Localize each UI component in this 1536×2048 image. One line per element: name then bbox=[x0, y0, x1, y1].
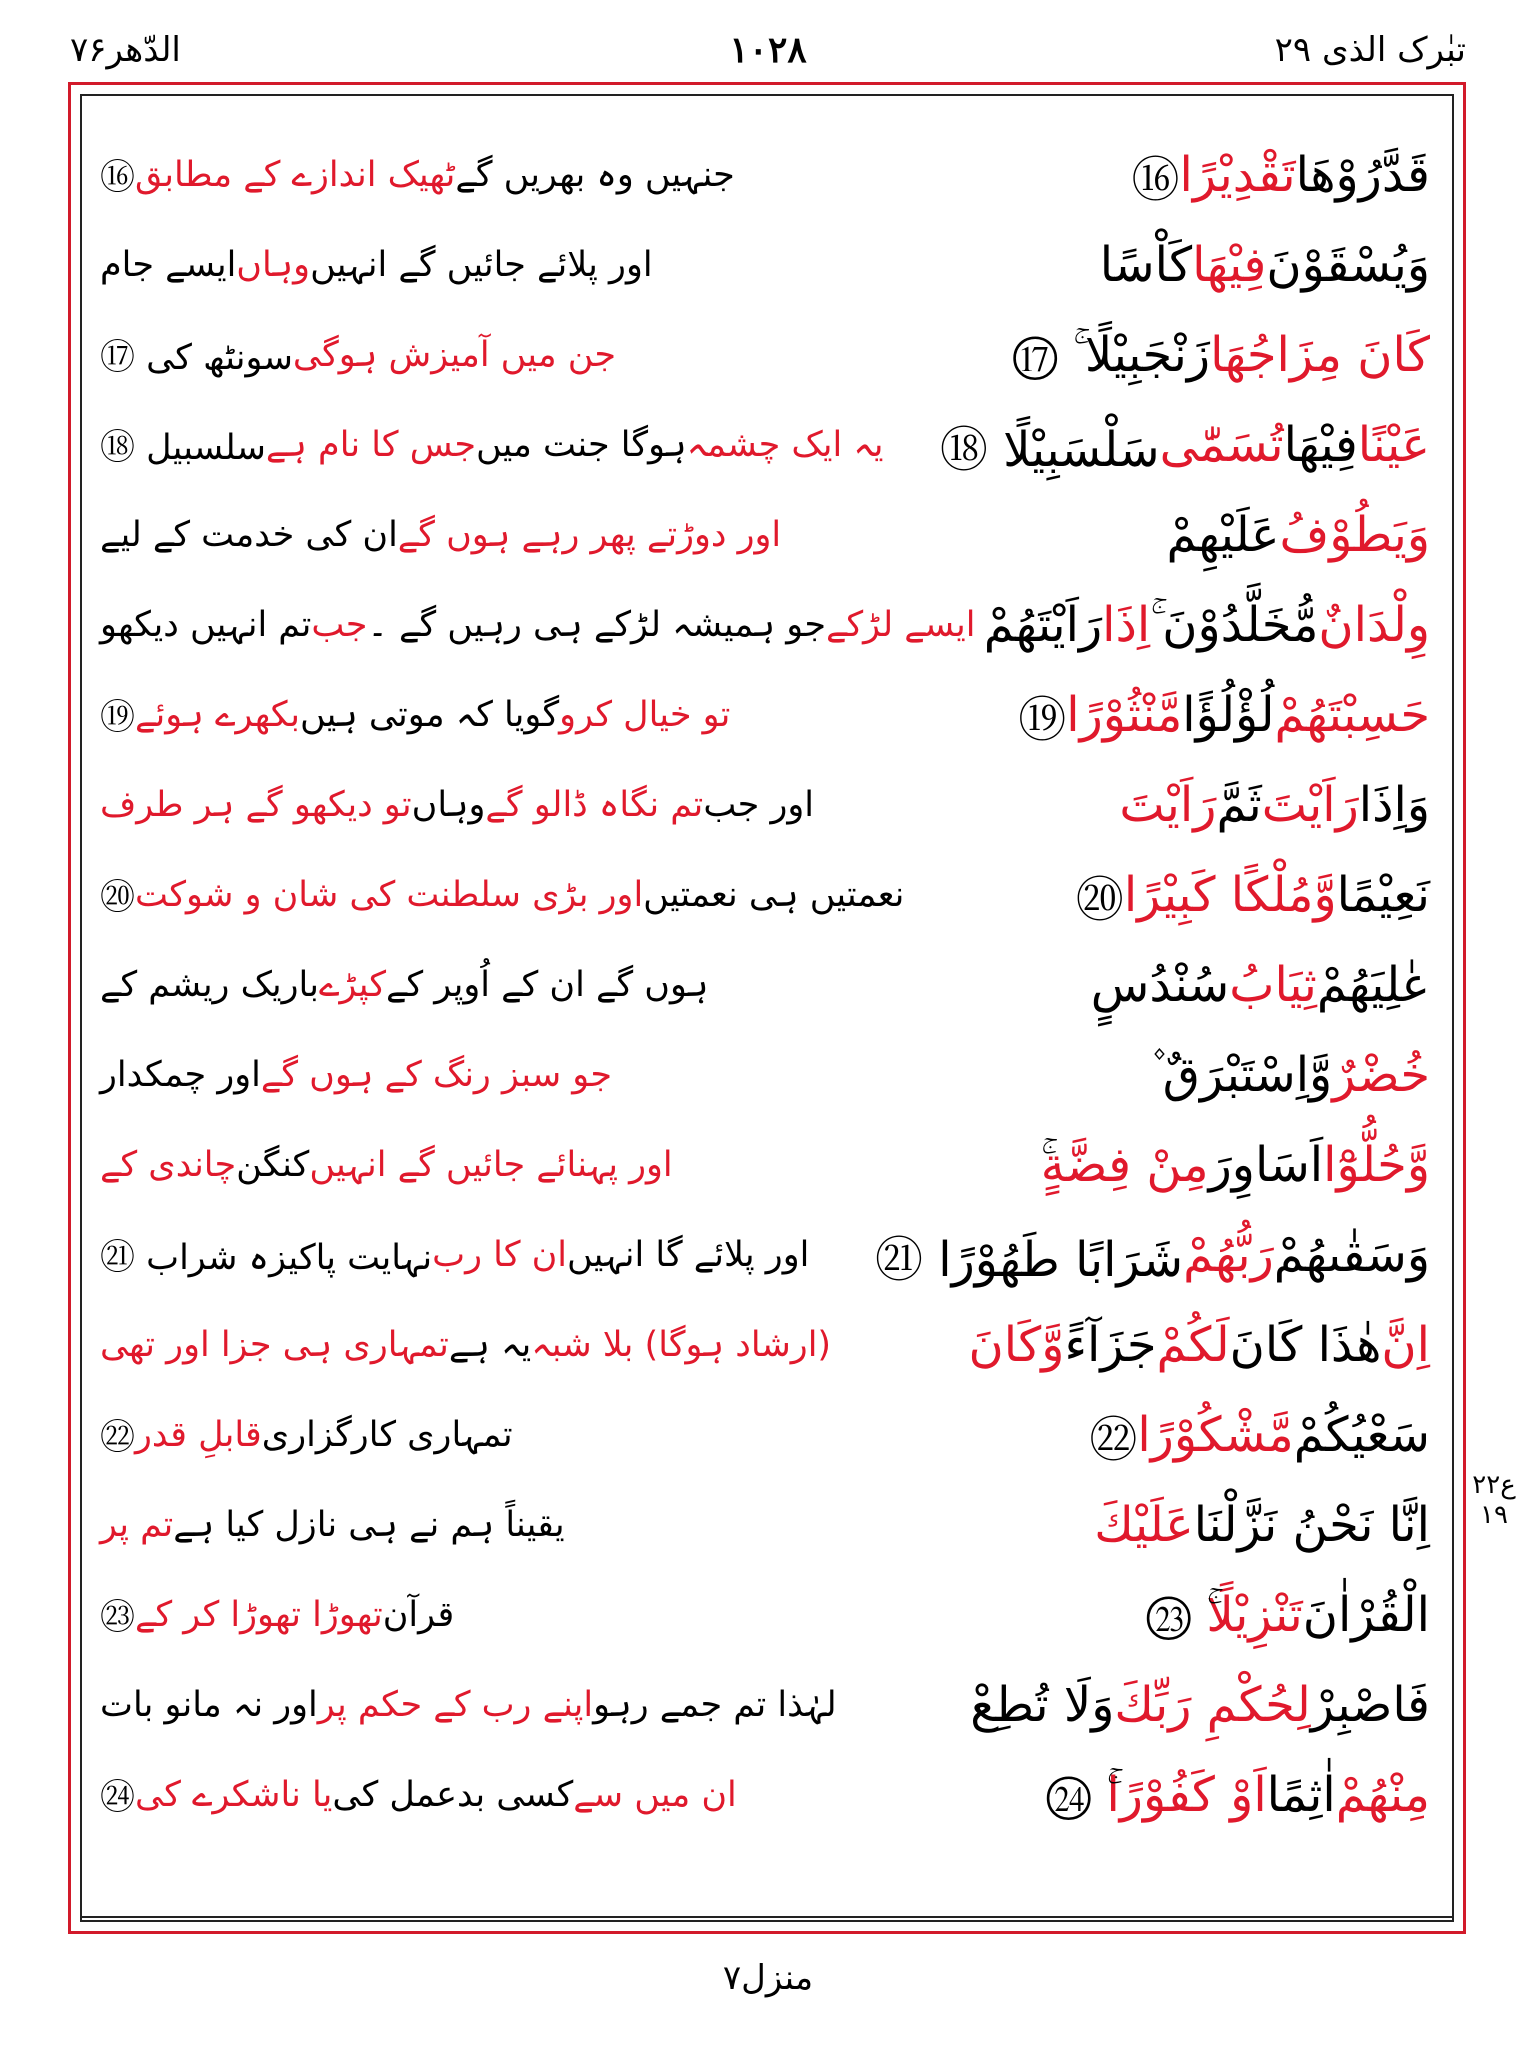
urdu-text-segment: اپنے رب کے حکم پر bbox=[317, 1685, 594, 1725]
arabic-text-segment: سُنْدُسٍ bbox=[1090, 957, 1230, 1013]
arabic-text-segment: مِنْ فِضَّةٍ bbox=[1040, 1137, 1209, 1193]
urdu-translation-line bbox=[100, 580, 976, 670]
urdu-text-segment: لہٰذا تم جمے رہو bbox=[593, 1685, 837, 1725]
urdu-text-segment: اور جب bbox=[703, 785, 814, 825]
urdu-translation-line bbox=[100, 1120, 740, 1210]
arabic-verse-line bbox=[810, 940, 1430, 1030]
urdu-translation-line bbox=[100, 1210, 810, 1300]
urdu-text-segment: جن میں آمیزش ہوگی bbox=[292, 335, 617, 375]
urdu-translation-line bbox=[100, 490, 782, 580]
urdu-text-segment: جنہیں وہ بھریں گے bbox=[455, 155, 735, 195]
verse-row bbox=[100, 490, 1430, 580]
verse-row bbox=[100, 1660, 1430, 1750]
urdu-translation-line bbox=[100, 1030, 740, 1120]
urdu-text-segment: تمہاری ہی جزا اور تھی bbox=[100, 1325, 449, 1365]
arabic-text-segment: ㉒ bbox=[1089, 1411, 1138, 1468]
verse-row bbox=[100, 940, 1430, 1030]
arabic-text-segment: اِنَّ bbox=[1381, 1317, 1430, 1373]
arabic-text-segment: رَاَيْتَهُمْ bbox=[983, 597, 1103, 653]
arabic-text-segment: وَّاِسْتَبْرَقٌ ۫ bbox=[1150, 1046, 1333, 1103]
arabic-text-segment: شَرَابًا طَهُوْرًا ㉑ bbox=[874, 1231, 1184, 1288]
verse-row bbox=[100, 1480, 1430, 1570]
arabic-text-segment: مُّخَلَّدُوْنَ ۚ bbox=[1150, 596, 1319, 653]
urdu-text-segment: یقیناً ہم نے ہی نازل کیا ہے bbox=[173, 1505, 565, 1545]
arabic-text-segment: اِنَّا نَحْنُ نَزَّلْنَا bbox=[1193, 1497, 1430, 1553]
arabic-text-segment: كَانَ مِزَاجُهَا bbox=[1210, 327, 1430, 383]
arabic-text-segment: ⑯ bbox=[1131, 151, 1180, 208]
urdu-text-segment: باریک ریشم کے bbox=[100, 965, 319, 1005]
verse-row bbox=[100, 1030, 1430, 1120]
arabic-verse-line bbox=[810, 490, 1430, 580]
frame-bottom-rule bbox=[80, 1916, 1454, 1918]
urdu-text-segment: ان کا رب bbox=[432, 1235, 568, 1275]
urdu-translation-line bbox=[100, 130, 740, 220]
urdu-translation-line bbox=[100, 1570, 740, 1660]
arabic-text-segment: سَعْيُكُمْ bbox=[1293, 1407, 1430, 1463]
urdu-translation-line bbox=[100, 400, 884, 490]
arabic-text-segment: تُسَمّٰى bbox=[1159, 417, 1284, 473]
arabic-text-segment: تَنْزِيْلًا bbox=[1206, 1587, 1303, 1643]
urdu-text-segment: قابلِ قدر bbox=[135, 1415, 262, 1455]
urdu-text-segment: کپڑے bbox=[318, 965, 387, 1005]
urdu-text-segment: یہ ایک چشمہ bbox=[686, 425, 884, 465]
arabic-text-segment: ثِيَابُ bbox=[1229, 957, 1317, 1013]
urdu-text-segment: تم پر bbox=[100, 1505, 174, 1545]
arabic-verse-line bbox=[810, 130, 1430, 220]
arabic-text-segment: اَسَاوِرَ bbox=[1208, 1137, 1324, 1193]
arabic-text-segment: وَيَطُوْفُ bbox=[1279, 507, 1430, 563]
verse-row bbox=[100, 760, 1430, 850]
verse-row bbox=[100, 400, 1430, 490]
verse-row bbox=[100, 1300, 1430, 1390]
arabic-text-segment: مَّشْكُوْرًا bbox=[1137, 1407, 1294, 1463]
arabic-text-segment: الْقُرْاٰنَ bbox=[1302, 1587, 1430, 1643]
arabic-verse-line bbox=[810, 1030, 1430, 1120]
urdu-text-segment: سلسبیل ⑱ bbox=[100, 428, 266, 468]
arabic-text-segment: وَلَا تُطِعْ bbox=[970, 1677, 1115, 1733]
arabic-verse-line bbox=[810, 580, 1430, 670]
arabic-text-segment: قَدَّرُوْهَا bbox=[1295, 147, 1430, 203]
urdu-text-segment: تمہاری کارگزاری bbox=[261, 1415, 513, 1455]
urdu-text-segment: جس کا نام ہے bbox=[265, 425, 476, 465]
arabic-text-segment: رَاَيْتَ bbox=[1261, 777, 1359, 833]
arabic-text-segment: نَعِيْمًا bbox=[1336, 867, 1430, 923]
arabic-text-segment: وِلْدَانٌ bbox=[1318, 597, 1430, 653]
urdu-text-segment: ان میں سے bbox=[573, 1775, 737, 1815]
arabic-text-segment: اِذَا bbox=[1102, 597, 1151, 653]
urdu-text-segment: ہوں گے ان کے اُوپر کے bbox=[386, 965, 709, 1005]
arabic-verse-line bbox=[810, 670, 1430, 760]
arabic-text-segment: مِنْهُمْ bbox=[1335, 1767, 1430, 1823]
verse-row bbox=[100, 310, 1430, 400]
arabic-text-segment: عَلَيْكَ bbox=[1094, 1497, 1194, 1553]
urdu-text-segment: یا ناشکرے کی bbox=[135, 1775, 333, 1815]
arabic-text-segment: لَكُمْ bbox=[1156, 1317, 1230, 1373]
urdu-text-segment: اور چمکدار bbox=[100, 1055, 261, 1095]
verse-row bbox=[100, 850, 1430, 940]
urdu-text-segment: ㉔ bbox=[100, 1778, 136, 1818]
arabic-text-segment: عٰلِيَهُمْ bbox=[1316, 957, 1430, 1013]
urdu-text-segment: اور پلائے گا انہیں bbox=[567, 1235, 810, 1275]
verse-row bbox=[100, 1390, 1430, 1480]
arabic-text-segment: رَبُّهُمْ bbox=[1183, 1227, 1274, 1283]
arabic-verse-line bbox=[810, 1300, 1430, 1390]
urdu-text-segment: تھوڑا تھوڑا کر کے bbox=[135, 1595, 383, 1635]
arabic-text-segment: وَاِذَا bbox=[1358, 777, 1430, 833]
urdu-text-segment: ㉒ bbox=[100, 1418, 136, 1458]
verse-row bbox=[100, 670, 1430, 760]
urdu-text-segment: ان کی خدمت کے لیے bbox=[100, 515, 398, 555]
urdu-text-segment: جو سبز رنگ کے ہوں گے bbox=[260, 1055, 613, 1095]
arabic-text-segment: ۚ ㉓ bbox=[1146, 1586, 1207, 1643]
urdu-text-segment: ⑳ bbox=[100, 878, 136, 918]
ruku-marker: ع۲۲ ۱۹ bbox=[1472, 1470, 1516, 1530]
arabic-verse-line bbox=[810, 760, 1430, 850]
urdu-text-segment: جو ہمیشہ لڑکے ہی رہیں گے ۔ bbox=[367, 605, 826, 645]
urdu-translation-line bbox=[100, 220, 740, 310]
arabic-text-segment: لِحُكْمِ رَبِّكَ bbox=[1114, 1677, 1311, 1733]
urdu-translation-line bbox=[100, 850, 905, 940]
arabic-verse-line bbox=[810, 1390, 1430, 1480]
arabic-text-segment: فِيْهَا bbox=[1283, 417, 1358, 473]
urdu-text-segment: ہوگا جنت میں bbox=[475, 425, 687, 465]
urdu-text-segment: اور دوڑتے پھر رہے ہوں گے bbox=[397, 515, 782, 555]
urdu-translation-line bbox=[100, 670, 740, 760]
urdu-text-segment: اور نہ مانو بات bbox=[100, 1685, 318, 1725]
surah-header: الدّھر۷۶ bbox=[70, 30, 181, 70]
urdu-text-segment: ㉓ bbox=[100, 1598, 136, 1638]
verse-row bbox=[100, 130, 1430, 220]
arabic-text-segment: ثَمَّ bbox=[1216, 777, 1262, 833]
arabic-text-segment: هٰذَا كَانَ bbox=[1229, 1317, 1382, 1373]
urdu-text-segment: تو خیال کرو bbox=[559, 695, 731, 735]
urdu-text-segment: اور بڑی سلطنت کی شان و شوکت bbox=[135, 875, 644, 915]
arabic-text-segment: زَنْجَبِيْلًا ۚ ⑰ bbox=[1012, 326, 1211, 383]
urdu-text-segment: تم انہیں دیکھو bbox=[100, 605, 312, 645]
urdu-text-segment: وہاں bbox=[236, 245, 311, 285]
urdu-translation-line bbox=[100, 1390, 740, 1480]
arabic-text-segment: فِيْهَا bbox=[1192, 237, 1267, 293]
arabic-text-segment: وَسَقٰىهُمْ bbox=[1273, 1227, 1430, 1283]
urdu-text-segment: یہ ہے bbox=[448, 1325, 532, 1365]
urdu-text-segment: وہاں bbox=[411, 785, 486, 825]
arabic-text-segment: كَاْسًا bbox=[1099, 237, 1193, 293]
verse-row bbox=[100, 220, 1430, 310]
urdu-text-segment: ⑯ bbox=[100, 158, 136, 198]
arabic-verse-line bbox=[810, 310, 1430, 400]
arabic-text-segment: سَلْسَبِيْلًا ⑱ bbox=[939, 421, 1160, 478]
urdu-text-segment: کنگن bbox=[236, 1145, 310, 1185]
arabic-verse-line bbox=[810, 1210, 1430, 1300]
urdu-text-segment: سونٹھ کی ⑰ bbox=[100, 338, 293, 378]
urdu-text-segment: چاندی کے bbox=[100, 1145, 237, 1185]
arabic-verse-line bbox=[810, 850, 1430, 940]
urdu-text-segment: ٹھیک اندازے کے مطابق bbox=[135, 155, 456, 195]
juz-header: تبٰرک الذی ۲۹ bbox=[1274, 30, 1466, 70]
urdu-translation-line bbox=[100, 940, 740, 1030]
arabic-text-segment: عَلَيْهِمْ bbox=[1166, 507, 1280, 563]
urdu-text-segment: اور پلائے جائیں گے انہیں bbox=[310, 245, 653, 285]
arabic-verse-line bbox=[810, 220, 1430, 310]
arabic-text-segment: وَّمُلْكًا كَبِيْرًا bbox=[1123, 867, 1337, 923]
urdu-translation-line bbox=[100, 1660, 837, 1750]
arabic-text-segment: لُؤْلُؤًا bbox=[1182, 687, 1275, 743]
page-number: ۱۰۲۸ bbox=[729, 29, 807, 71]
verse-rows bbox=[100, 130, 1430, 1840]
arabic-text-segment: اٰثِمًا bbox=[1266, 1767, 1336, 1823]
urdu-text-segment: گویا کہ موتی ہیں bbox=[300, 695, 560, 735]
verse-row bbox=[100, 1120, 1430, 1210]
arabic-text-segment: وَّحُلُّوْٓا bbox=[1323, 1137, 1430, 1193]
urdu-text-segment: ⑲ bbox=[100, 698, 136, 738]
arabic-verse-line bbox=[810, 1480, 1430, 1570]
urdu-translation-line bbox=[100, 760, 814, 850]
urdu-translation-line bbox=[100, 1480, 740, 1570]
urdu-text-segment: کسی بدعمل کی bbox=[332, 1775, 574, 1815]
arabic-text-segment: اَوْ كَفُوْرًا bbox=[1106, 1767, 1267, 1823]
verse-row bbox=[100, 1750, 1430, 1840]
urdu-text-segment: بکھرے ہوئے bbox=[135, 695, 301, 735]
arabic-text-segment: مَّنْثُوْرًا bbox=[1066, 687, 1183, 743]
urdu-text-segment: تو دیکھو گے ہر طرف bbox=[100, 785, 412, 825]
arabic-text-segment: ⑲ bbox=[1018, 691, 1067, 748]
verse-row bbox=[100, 580, 1430, 670]
urdu-translation-line bbox=[100, 1300, 832, 1390]
urdu-text-segment: تم نگاہ ڈالو گے bbox=[485, 785, 704, 825]
arabic-text-segment: حَسِبْتَهُمْ bbox=[1274, 687, 1430, 743]
arabic-verse-line bbox=[810, 1570, 1430, 1660]
arabic-text-segment: جَزَآءً bbox=[1064, 1317, 1157, 1373]
urdu-text-segment: نعمتیں ہی نعمتیں bbox=[643, 875, 905, 915]
arabic-text-segment: وَيُسْقَوْنَ bbox=[1266, 237, 1430, 293]
arabic-text-segment: ۚ ㉔ bbox=[1046, 1766, 1107, 1823]
urdu-text-segment: (ارشاد ہوگا) بلا شبہ bbox=[531, 1325, 832, 1365]
urdu-text-segment: نہایت پاکیزہ شراب ㉑ bbox=[100, 1238, 433, 1278]
arabic-verse-line bbox=[810, 1660, 1430, 1750]
arabic-verse-line bbox=[810, 1120, 1430, 1210]
urdu-translation-line bbox=[100, 1750, 740, 1840]
urdu-text-segment: جب bbox=[311, 605, 368, 645]
arabic-verse-line bbox=[810, 400, 1430, 490]
verse-row bbox=[100, 1210, 1430, 1300]
arabic-text-segment: رَاَيْتَ bbox=[1119, 777, 1217, 833]
verse-row bbox=[100, 1570, 1430, 1660]
arabic-text-segment: ⑳ bbox=[1075, 871, 1124, 928]
arabic-text-segment: عَيْنًا bbox=[1357, 417, 1430, 473]
urdu-text-segment: ایسے لڑکے bbox=[825, 605, 976, 645]
urdu-text-segment: اور پہنائے جائیں گے انہیں bbox=[309, 1145, 673, 1185]
arabic-verse-line bbox=[810, 1750, 1430, 1840]
arabic-text-segment: وَّكَانَ bbox=[968, 1317, 1065, 1373]
arabic-text-segment: تَقْدِيْرًا bbox=[1179, 147, 1296, 203]
arabic-text-segment: فَاصْبِرْ bbox=[1310, 1677, 1430, 1733]
urdu-translation-line bbox=[100, 310, 740, 400]
urdu-text-segment: قرآن bbox=[382, 1595, 455, 1635]
manzil-footer: منزل۷ bbox=[722, 1958, 814, 1998]
arabic-text-segment: خُضْرٌ bbox=[1332, 1047, 1430, 1103]
urdu-text-segment: ایسے جام bbox=[100, 245, 237, 285]
